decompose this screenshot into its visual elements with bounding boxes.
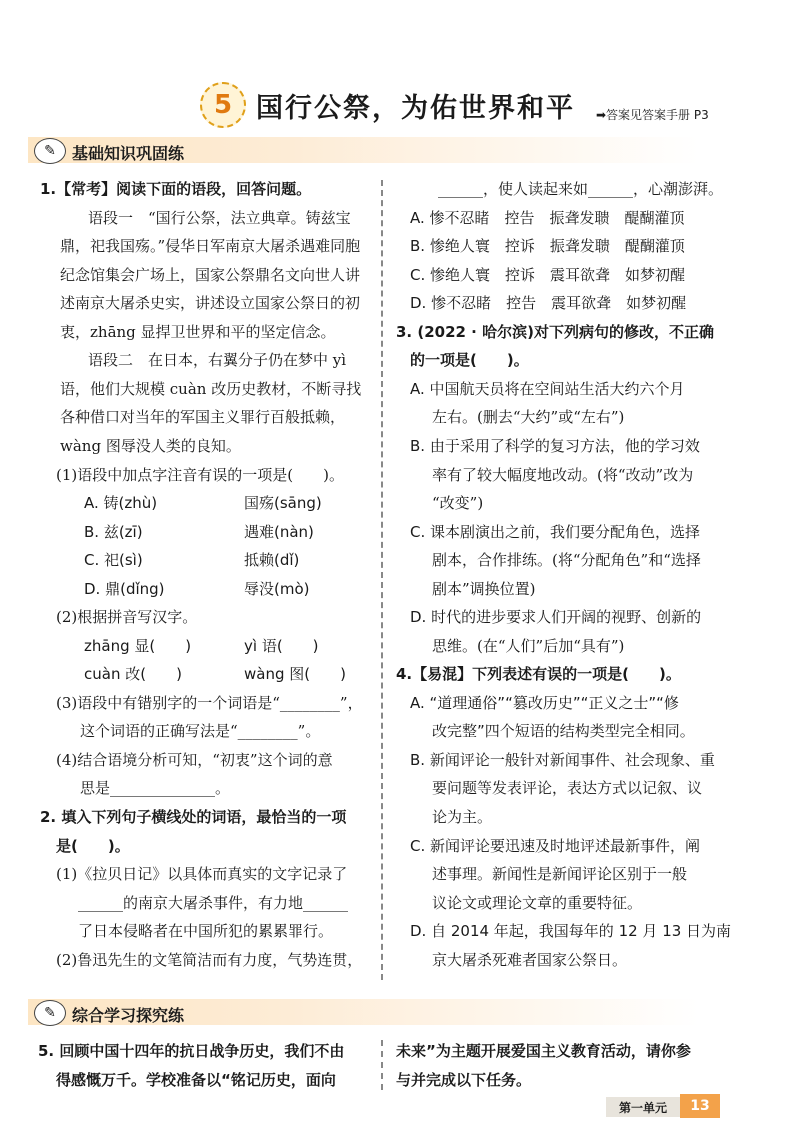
lesson-number: 5 xyxy=(213,90,233,120)
subquestion-3-cont: 这个词语的正确写法是“________”。 xyxy=(80,722,321,740)
column-divider xyxy=(381,1040,383,1090)
q2-sentence-1-cont: 了日本侵略者在中国所犯的累累罪行。 xyxy=(78,922,334,940)
footer-unit-label: 第一单元 xyxy=(606,1097,680,1117)
question-3-stem-cont: 的一项是( )。 xyxy=(410,351,529,369)
subquestion-3: (3)语段中有错别字的一个词语是“________”， xyxy=(56,694,363,712)
passage-2-line: 各种借口对当年的军国主义罪行百般抵赖， xyxy=(60,408,346,426)
q2-sentence-2-cont: ______，使人读起来如______，心潮澎湃。 xyxy=(438,180,724,198)
option-c-2: 抵赖(dǐ) xyxy=(244,551,300,569)
page-title: 国行公祭，为佑世界和平 xyxy=(256,93,575,124)
pinyin-blank-1: zhāng 显( ) xyxy=(84,637,192,655)
q2-sentence-1-cont: ______的南京大屠杀事件，有力地______ xyxy=(78,894,349,912)
option-c-1: C. 祀(sì) xyxy=(84,551,143,569)
column-divider xyxy=(381,180,383,980)
q3-option-c-cont: 剧本”调换位置) xyxy=(432,580,536,598)
q3-option-b: B. 由于采用了科学的复习方法，他的学习效 xyxy=(410,437,700,455)
pinyin-blank-4: wàng 图( ) xyxy=(244,665,346,683)
passage-1-line: 鼎，祀我国殇。”侵华日军南京大屠杀遇难同胞 xyxy=(60,237,361,255)
q2-option-b: B. 惨绝人寰 控诉 振聋发聩 醍醐灌顶 xyxy=(410,237,685,255)
pinyin-blank-3: cuàn 改( ) xyxy=(84,665,182,683)
passage-2-line: 语，他们大规模 cuàn 改历史教材，不断寻找 xyxy=(60,380,362,398)
q4-option-b-cont: 要问题等发表评论，表达方式以记叙、议 xyxy=(432,779,703,797)
question-2-stem-cont: 是( )。 xyxy=(56,837,130,855)
question-1-stem: 1.【常考】阅读下面的语段，回答问题。 xyxy=(40,180,312,198)
q4-option-a: A. “道理通俗”“篡改历史”“正义之士”“修 xyxy=(410,694,679,712)
q4-option-b-cont: 论为主。 xyxy=(432,808,493,826)
page-number: 13 xyxy=(680,1094,720,1118)
subquestion-1: (1)语段中加点字注音有误的一项是( )。 xyxy=(56,466,344,484)
pinyin-blank-2: yì 语( ) xyxy=(244,637,319,655)
q2-option-a: A. 惨不忍睹 控告 振聋发聩 醍醐灌顶 xyxy=(410,209,685,227)
subquestion-4: (4)结合语境分析可知，“初衷”这个词的意 xyxy=(56,751,333,769)
passage-1-line: 述南京大屠杀史实，讲述设立国家公祭日的初 xyxy=(60,294,361,312)
section-title-basic: 基础知识巩固练 xyxy=(72,144,185,163)
pen-icon: ✎ xyxy=(34,1000,66,1026)
q3-option-c-cont: 剧本，合作排练。(将“分配角色”和“选择 xyxy=(432,551,701,569)
question-5-stem-cont: 与并完成以下任务。 xyxy=(396,1071,532,1089)
q2-sentence-2: (2)鲁迅先生的文笔简洁而有力度，气势连贯， xyxy=(56,951,363,969)
q3-option-b-cont: 率有了较大幅度地改动。(将“改动”改为 xyxy=(432,466,694,484)
q4-option-c-cont: 议论文或理论文章的重要特征。 xyxy=(432,894,643,912)
question-2-stem: 2. 填入下列句子横线处的词语，最恰当的一项 xyxy=(40,808,347,826)
section-title-comprehensive: 综合学习探究练 xyxy=(72,1006,185,1025)
q2-option-c: C. 惨绝人寰 控诉 震耳欲聋 如梦初醒 xyxy=(410,266,686,284)
option-d-1: D. 鼎(dǐng) xyxy=(84,580,165,598)
q3-option-b-cont: “改变”) xyxy=(432,494,484,512)
q3-option-a-cont: 左右。(删去“大约”或“左右”) xyxy=(432,408,625,426)
question-3-stem: 3. (2022 · 哈尔滨)对下列病句的修改，不正确 xyxy=(396,323,714,341)
option-b-2: 遇难(nàn) xyxy=(244,523,314,541)
question-4-stem: 4.【易混】下列表述有误的一项是( )。 xyxy=(396,665,681,683)
subquestion-4-cont: 思是______________。 xyxy=(80,779,231,797)
q3-option-d: D. 时代的进步要求人们开阔的视野、创新的 xyxy=(410,608,702,626)
q3-option-a: A. 中国航天员将在空间站生活大约六个月 xyxy=(410,380,685,398)
q4-option-d-cont: 京大屠杀死难者国家公祭日。 xyxy=(432,951,628,969)
passage-1-line: 语段一 “国行公祭，法立典章。铸兹宝 xyxy=(88,209,351,227)
q2-sentence-1: (1)《拉贝日记》以具体而真实的文字记录了 xyxy=(56,865,348,883)
q4-option-c-cont: 述事理。新闻性是新闻评论区别于一般 xyxy=(432,865,688,883)
q4-option-b: B. 新闻评论一般针对新闻事件、社会现象、重 xyxy=(410,751,715,769)
option-d-2: 辱没(mò) xyxy=(244,580,310,598)
passage-1-line: 纪念馆集会广场上，国家公祭鼎名文向世人讲 xyxy=(60,266,361,284)
q3-option-d-cont: 思维。(在“人们”后加“具有”) xyxy=(432,637,625,655)
option-a-2: 国殇(sāng) xyxy=(244,494,322,512)
q3-option-c: C. 课本剧演出之前，我们要分配角色，选择 xyxy=(410,523,701,541)
question-5-stem: 5. 回顾中国十四年的抗日战争历史，我们不由 xyxy=(38,1042,345,1060)
question-5-stem-cont: 得感慨万千。学校准备以“铭记历史，面向 xyxy=(56,1071,336,1089)
passage-1-line: 衷，zhāng 显捍卫世界和平的坚定信念。 xyxy=(60,323,336,341)
q4-option-a-cont: 改完整”四个短语的结构类型完全相同。 xyxy=(432,722,695,740)
option-a-1: A. 铸(zhù) xyxy=(84,494,158,512)
passage-2-line: 语段二 在日本，右翼分子仍在梦中 yì xyxy=(88,351,347,369)
q4-option-c: C. 新闻评论要迅速及时地评述最新事件，阐 xyxy=(410,837,701,855)
question-5-stem-cont: 未来”为主题开展爱国主义教育活动，请你参 xyxy=(396,1042,691,1060)
pen-icon: ✎ xyxy=(34,138,66,164)
lesson-number-badge xyxy=(200,82,246,128)
subquestion-2: (2)根据拼音写汉字。 xyxy=(56,608,198,626)
q4-option-d: D. 自 2014 年起，我国每年的 12 月 13 日为南 xyxy=(410,922,732,940)
passage-2-line: wàng 图辱没人类的良知。 xyxy=(60,437,241,455)
q2-option-d: D. 惨不忍睹 控告 震耳欲聋 如梦初醒 xyxy=(410,294,687,312)
answer-reference: ➡答案见答案手册 P3 xyxy=(596,108,709,122)
option-b-1: B. 兹(zī) xyxy=(84,523,143,541)
